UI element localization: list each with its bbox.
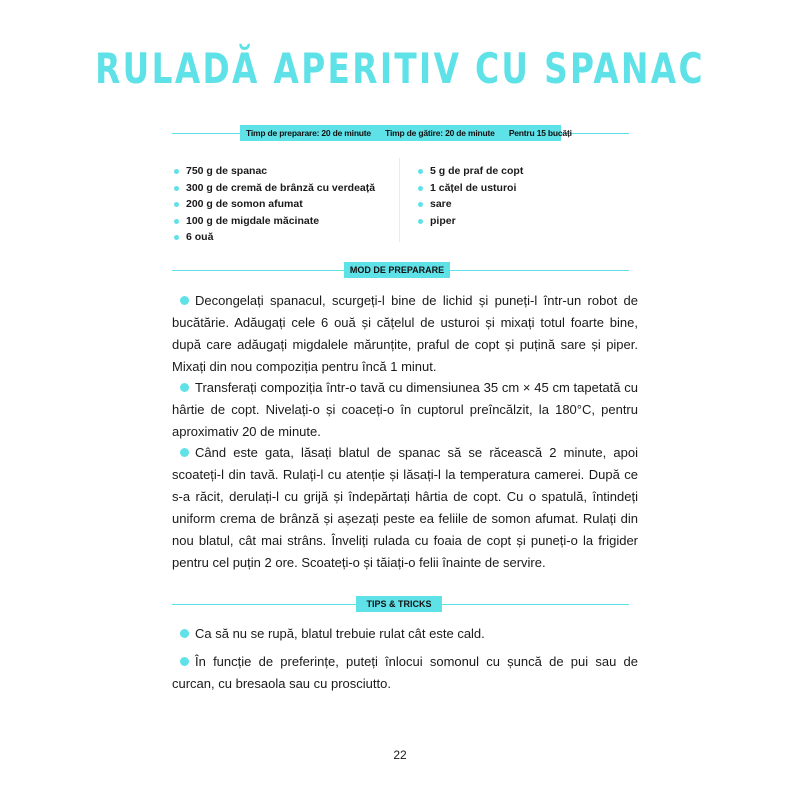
ingredient-item: 200 g de somon afumat (172, 196, 375, 213)
bullet-icon (174, 169, 179, 174)
ingredient-item: piper (416, 213, 523, 230)
ingredient-item: 1 cățel de usturoi (416, 180, 523, 197)
recipe-meta (240, 125, 572, 141)
cook-time: Timp de gătire: 20 de minute (385, 128, 495, 138)
method-step: Când este gata, lăsați blatul de spanac să se răcească 2 minute, apoi scoateți-l din tavă. Rulați-l cu atenție și lăsați-l la temperatura camerei. După ce s-a răcit, derulați-l cu grijă și îndepărtați hârtia de copt. Cu o spatulă, întindeți uniform crema de brânză și așezați peste ea feliile de somon afumat. Rulați din nou blatul, cât mai strâns. Înveliți rulada cu foaia de copt și puneți-o la frigider pentru cel puțin 2 ore. Scoateți-o și tăiați-o felii înainte de servire. (172, 445, 638, 570)
ingredients-divider (399, 158, 400, 242)
tip-item: În funcție de preferințe, puteți înlocui somonul cu șuncă de pui sau de curcan, cu bresaola sau cu prosciutto. (172, 654, 638, 691)
bullet-icon (418, 202, 423, 207)
ingredients-right (416, 163, 523, 229)
bullet-icon (418, 219, 423, 224)
bullet-icon (180, 448, 189, 457)
bullet-icon (180, 383, 189, 392)
recipe-title: RULADĂ APERITIV CU SPANAC (95, 44, 705, 93)
tips-heading: TIPS & TRICKS (356, 596, 442, 612)
bullet-icon (180, 296, 189, 305)
bullet-icon (174, 202, 179, 207)
method-step: Transferați compoziția într-o tavă cu dimensiunea 35 cm × 45 cm tapetată cu hârtie de copt. Nivelați-o și coaceți-o în cuptorul preîncălzit, la 180°C, pentru aproximativ 20 de minute. (172, 380, 638, 439)
servings: Pentru 15 bucăți (508, 128, 572, 138)
ingredient-item: 100 g de migdale măcinate (172, 213, 375, 230)
tip-item: Ca să nu se rupă, blatul trebuie rulat cât este cald. (172, 623, 638, 645)
page-number: 22 (393, 748, 407, 762)
bullet-icon (418, 186, 423, 191)
bullet-icon (180, 657, 189, 666)
prep-time: Timp de preparare: 20 de minute (246, 128, 371, 138)
ingredient-item: 6 ouă (172, 229, 375, 246)
ingredient-item: sare (416, 196, 523, 213)
bullet-icon (174, 186, 179, 191)
method-heading: MOD DE PREPARARE (344, 262, 450, 278)
bullet-icon (174, 219, 179, 224)
ingredient-item: 750 g de spanac (172, 163, 375, 180)
bullet-icon (418, 169, 423, 174)
ingredient-item: 300 g de cremă de brânză cu verdeață (172, 180, 375, 197)
method-step: Decongelați spanacul, scurgeți-l bine de lichid și puneți-l într-un robot de bucătărie. Adăugați cele 6 ouă și cățelul de usturoi și mixați totul foarte bine, după care adăugați migdalele mărunțite, praful de copt și puțină sare și piper. Mixați din nou compoziția pentru încă 1 minut. (172, 293, 638, 374)
ingredients-left (172, 163, 375, 246)
ingredient-item: 5 g de praf de copt (416, 163, 523, 180)
bullet-icon (174, 235, 179, 240)
bullet-icon (180, 629, 189, 638)
